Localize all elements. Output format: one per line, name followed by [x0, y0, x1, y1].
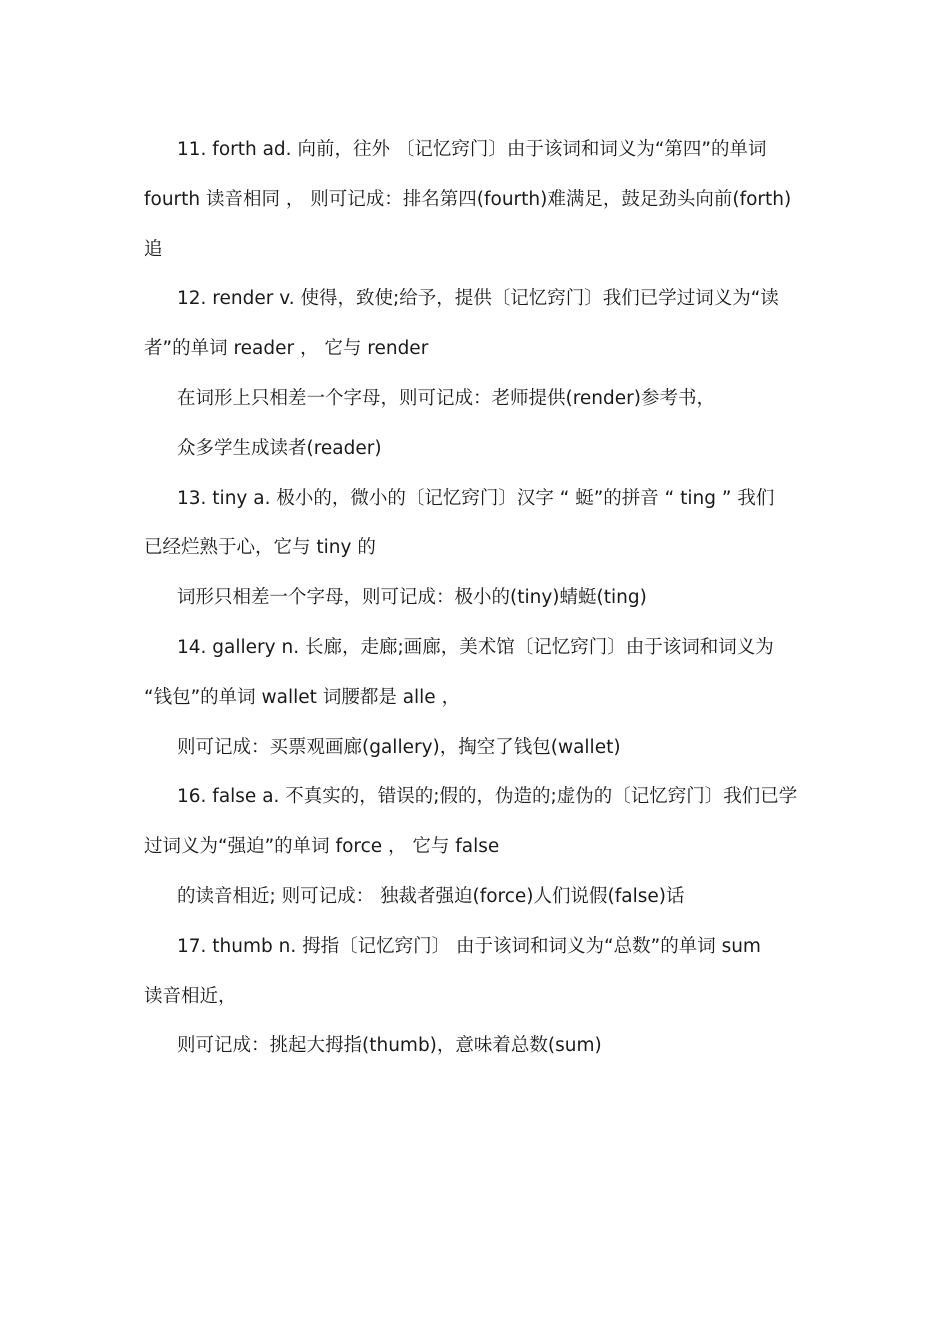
- document-body: [144, 125, 808, 1071]
- text-line: 16. false a. 不真实的，错误的;假的，伪造的;虚伪的〔记忆窍门〕我们已学: [177, 786, 798, 808]
- text-line: 词形只相差一个字母，则可记成：极小的(tiny)蜻蜓(ting): [177, 587, 647, 609]
- text-line: “钱包”的单词 wallet 词腰都是 alle ，: [144, 686, 461, 708]
- text-line: 追: [144, 238, 163, 260]
- text-line: 已经烂熟于心，它与 tiny 的: [144, 537, 376, 559]
- text-line: 在词形上只相差一个字母，则可记成：老师提供(render)参考书，: [177, 387, 715, 409]
- text-line: 14. gallery n. 长廊，走廊;画廊，美术馆〔记忆窍门〕由于该词和词义为: [177, 636, 774, 658]
- text-line: 者”的单词 reader ， 它与 render: [144, 338, 429, 360]
- text-line: 读音相近，: [144, 985, 237, 1007]
- text-line: 则可记成：挑起大拇指(thumb)，意味着总数(sum): [177, 1035, 602, 1057]
- text-line: 则可记成：买票观画廊(gallery)，掏空了钱包(wallet): [177, 736, 621, 758]
- text-line: 众多学生成读者(reader): [177, 437, 382, 459]
- text-line: fourth 读音相同 ， 则可记成：排名第四(fourth)难满足，鼓足劲头向前(forth): [144, 188, 792, 210]
- text-line: 11. forth ad. 向前，往外 〔记忆窍门〕由于该词和词义为“第四”的单词: [177, 139, 767, 160]
- text-line: 的读音相近; 则可记成： 独裁者强迫(force)人们说假(false)话: [177, 885, 685, 907]
- text-line: 过词义为“强迫”的单词 force ， 它与 false: [144, 836, 500, 858]
- text-line: 13. tiny a. 极小的，微小的〔记忆窍门〕汉字 “ 蜓”的拼音 “ ting ” 我们: [177, 487, 775, 509]
- text-line: 12. render v. 使得，致使;给予，提供〔记忆窍门〕我们已学过词义为“读: [177, 288, 779, 310]
- text-line: 17. thumb n. 拇指〔记忆窍门〕 由于该词和词义为“总数”的单词 sum: [177, 935, 761, 957]
